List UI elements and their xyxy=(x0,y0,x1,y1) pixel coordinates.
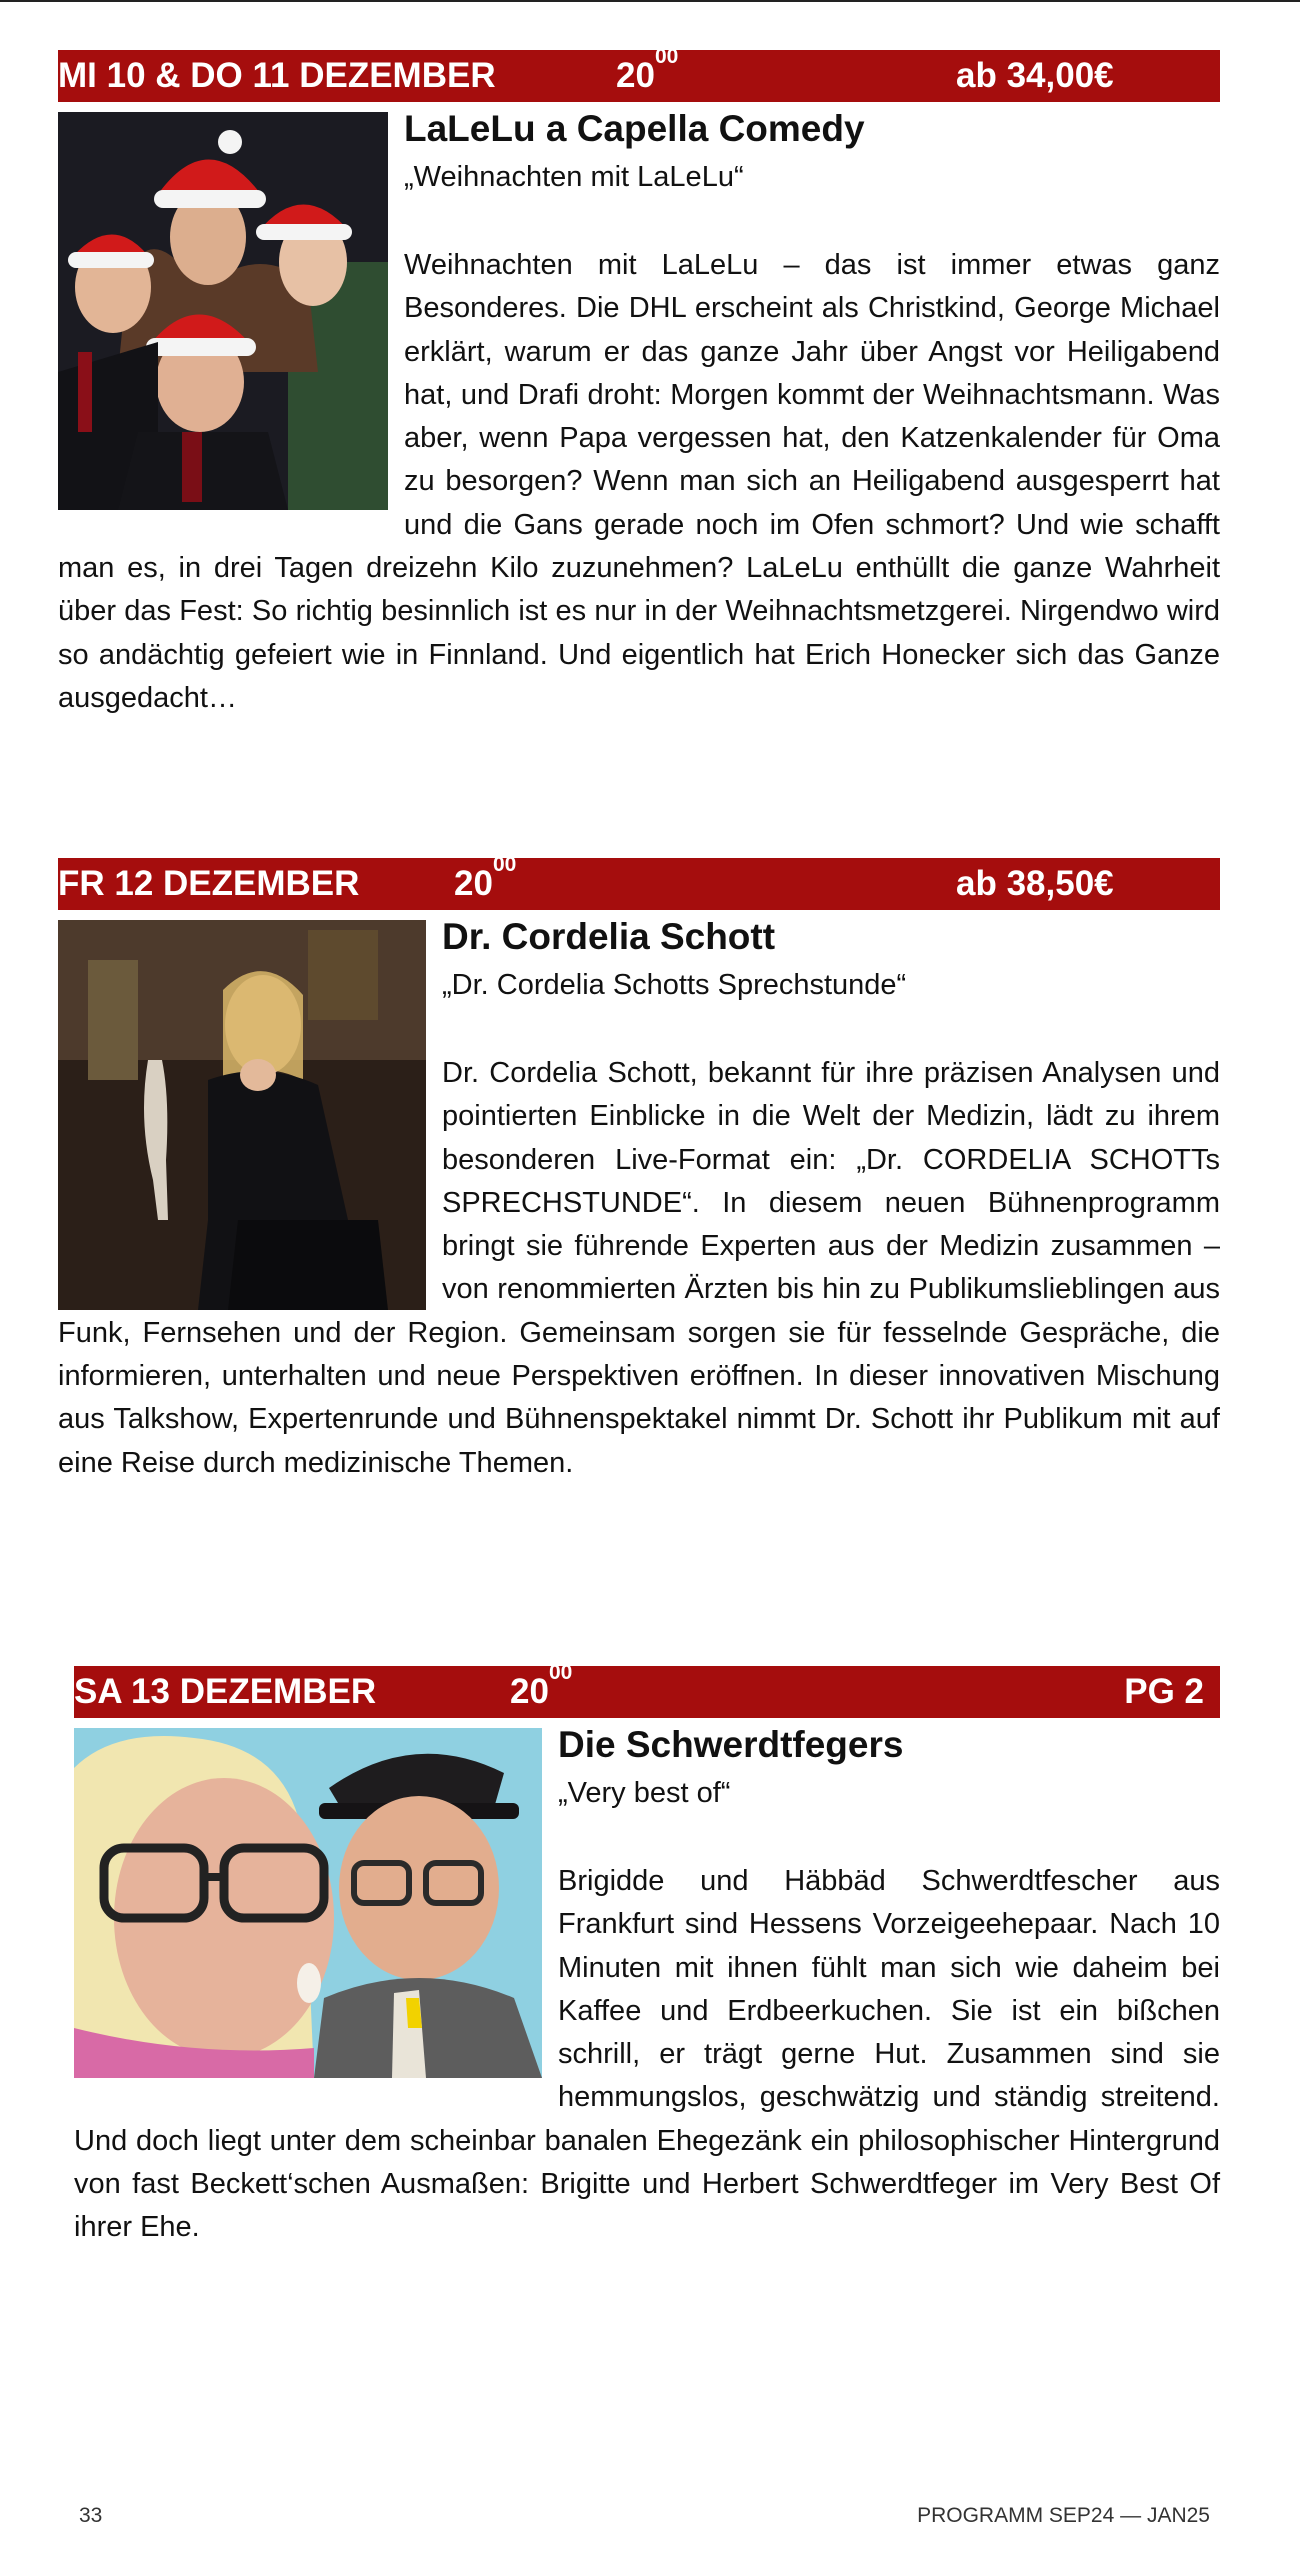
event-header-bar xyxy=(74,1661,1220,1718)
event-subtitle: „Dr. Cordelia Schotts Sprechstunde“ xyxy=(442,969,907,1001)
event-lalelu xyxy=(58,45,1220,720)
event-time: $20^{00}$ xyxy=(454,853,517,903)
event-schwerdtfegers xyxy=(74,1661,1220,2250)
event-title: LaLeLu a Capella Comedy xyxy=(404,108,865,149)
event-price: PG 2 xyxy=(1124,1672,1204,1711)
event-title: Dr. Cordelia Schott xyxy=(442,916,776,957)
event-subtitle: „Weihnachten mit LaLeLu“ xyxy=(404,161,744,193)
event-title: Die Schwerdtfegers xyxy=(558,1724,904,1765)
event-time: $20^{00}$ xyxy=(510,1661,573,1711)
event-price: ab 38,50€ xyxy=(956,864,1114,903)
event-photo-cordelia xyxy=(58,920,426,1310)
program-label: PROGRAMM SEP24 — JAN25 xyxy=(917,2504,1210,2527)
event-cordelia-schott xyxy=(58,853,1220,1485)
event-time: $20^{00}$ xyxy=(616,45,679,95)
event-subtitle: „Very best of“ xyxy=(558,1777,731,1809)
event-date: MI 10 & DO 11 DEZEMBER xyxy=(58,56,496,95)
event-description: Weihnachten mit LaLeLu – das ist immer etwas ganz Besonderes. Die DHL erscheint als Christkind, George Michael erklärt, warum er das ganze Jahr über Angst vor Heiligabend hat, und Drafi droht: Morgen kommt der Weihnachtsmann. Was aber, wenn Papa vergessen hat, den Katzenkalender für Oma zu besorgen? Wenn man sich an Heiligabend ausgesperrt hat und die Gans gerade noch im Ofen schmort? Und wie schafft man es, in drei Tagen dreizehn Kilo zuzunehmen? LaLeLu enthüllt die ganze Wahrheit über das Fest: So richtig besinnlich ist es nur in der Weihnachtsmetzgerei. Nirgendwo wird so andächtig gefeiert wie in Finnland. Und eigentlich hat Erich Honecker sich das Ganze ausgedacht… xyxy=(58,249,1220,714)
event-price: ab 34,00€ xyxy=(956,56,1114,95)
event-description: Dr. Cordelia Schott, bekannt für ihre präzisen Analysen und pointierten Einblicke in die Welt der Medizin, lädt zu ihrem besonderen Live-Format ein: „Dr. CORDELIA SCHOTTs SPRECHSTUNDE“. In diesem neuen Bühnenprogramm bringt sie führende Experten aus der Medizin zusammen – von renommierten Ärzten bis hin zu Publikumslieblingen aus Funk, Fernsehen und der Region. Gemeinsam sorgen sie für fesselnde Gespräche, die informieren, unterhalten und neue Perspektiven eröffnen. In dieser innovativen Mischung aus Talkshow, Expertenrunde und Bühnenspektakel nimmt Dr. Schott ihr Publikum mit auf eine Reise durch medizinische Themen. xyxy=(58,1057,1220,1479)
event-description: Brigidde und Häbbäd Schwerdtfescher aus Frankfurt sind Hessens Vorzeigeehepaar. Nach 10 Minuten mit ihnen fühlt man sich wie daheim bei Kaffee und Erdbeerkuchen. Sie ist ein bißchen schrill, er trägt gerne Hut. Zusammen sind sie hemmungslos, geschwätzig und ständig streitend. Und doch liegt unter dem scheinbar banalen Ehegezänk ein philosophischer Hintergrund von fast Beckett‘schen Ausmaßen: Brigitte und Herbert Schwerdtfeger im Very Best Of ihrer Ehe. xyxy=(74,1865,1220,2244)
event-photo-schwerdtfegers xyxy=(74,1728,542,2078)
page-number: 33 xyxy=(79,2504,103,2527)
event-header-bar xyxy=(58,45,1220,102)
event-date: FR 12 DEZEMBER xyxy=(58,864,360,903)
event-header-bar xyxy=(58,853,1220,910)
event-date: SA 13 DEZEMBER xyxy=(74,1672,377,1711)
top-rule xyxy=(0,0,1300,2)
event-photo-lalelu xyxy=(58,112,388,510)
